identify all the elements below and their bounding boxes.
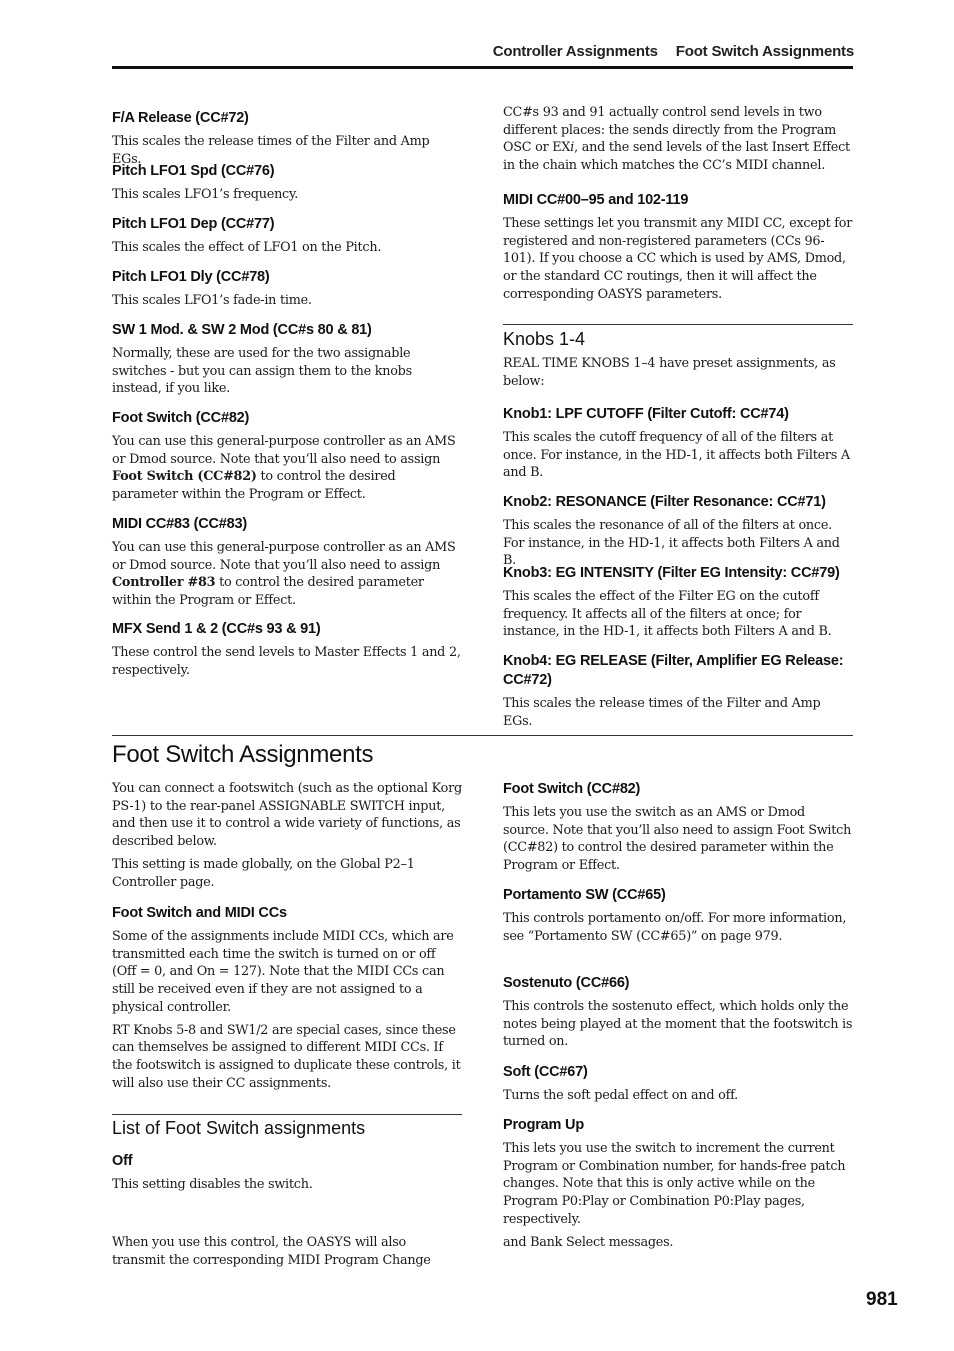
entry-fa-release	[112, 109, 462, 168]
knobs-heading: Knobs 1-4	[503, 329, 586, 349]
chapter-title: Foot Switch Assignments	[112, 741, 374, 768]
page-number: 981	[866, 1289, 898, 1310]
entry-text: Some of the assignments include MIDI CCs, which are transmitted each time the switch is turned on or off (Off = 0, and On = 127). Note that the MIDI CCs can still be received even if they are not assigned to a physical controller.	[112, 929, 454, 1015]
entry-text: You can use this general-purpose controller as an AMS or Dmod source. Note that you’ll also need to assign Controller #83 to control the desired parameter within the Program or Effect.	[112, 540, 456, 609]
entry-text: You can use this general-purpose controller as an AMS or Dmod source. Note that you’ll also need to assign Foot Switch (CC#82) to control the desired parameter within the Program or Effect.	[112, 434, 456, 503]
entry-knob1	[503, 405, 853, 482]
entry-text: This scales the resonance of all of the filters at once. For instance, in the HD-1, it affects both Filters A and B.	[503, 518, 840, 569]
entry-knob3	[503, 564, 853, 641]
entry-fs-sostenuto	[503, 974, 853, 1051]
chapter-title-block	[112, 740, 612, 770]
knobs-section	[503, 327, 853, 390]
entry-sw-mod	[112, 321, 462, 398]
entry-text: These settings let you transmit any MIDI CC, except for registered and non-registered parameters (CCs 96-101). If you choose a CC which is used by AMS, Dmod, or the standard CC routings, then it will affect the corresponding OASYS parameters.	[503, 216, 853, 302]
program-change-note	[112, 1229, 462, 1269]
entry-heading: Foot Switch and MIDI CCs	[112, 905, 287, 921]
entry-foot-switch-cc82	[112, 409, 462, 504]
entry-text: This setting disables the switch.	[112, 1177, 313, 1192]
knobs-section-rule	[503, 324, 853, 325]
intro-paragraph-1: You can connect a footswitch (such as the optional Korg PS-1) to the rear-panel ASSIGNABLE SWITCH input, and then use it to control a wide variety of functions, as described below.	[112, 781, 462, 850]
knobs-intro: REAL TIME KNOBS 1–4 have preset assignments, as below:	[503, 356, 836, 389]
entry-fs-soft	[503, 1063, 853, 1105]
entry-heading: Pitch LFO1 Dep (CC#77)	[112, 216, 275, 232]
entry-heading: F/A Release (CC#72)	[112, 110, 249, 126]
entry-heading: Pitch LFO1 Spd (CC#76)	[112, 163, 275, 179]
entry-heading: Knob2: RESONANCE (Filter Resonance: CC#71)	[503, 494, 826, 510]
entry-text: Turns the soft pedal effect on and off.	[503, 1088, 738, 1103]
mfx-send-continued	[503, 104, 853, 175]
entry-heading: MFX Send 1 & 2 (CC#s 93 & 91)	[112, 621, 321, 637]
entry-text: This scales the release times of the Filter and Amp EGs.	[503, 696, 821, 729]
entry-text: This lets you use the switch as an AMS or Dmod source. Note that you’ll also need to assign Foot Switch (CC#82) to control the desired parameter within the Program or Effect.	[503, 805, 852, 874]
entry-heading: Soft (CC#67)	[503, 1064, 588, 1080]
bank-select-text: and Bank Select messages.	[503, 1235, 674, 1250]
entry-pitch-lfo1-spd	[112, 162, 462, 204]
intro-paragraph-2: This setting is made globally, on the Global P2–1 Controller page.	[112, 856, 415, 890]
entry-heading: SW 1 Mod. & SW 2 Mod (CC#s 80 & 81)	[112, 322, 372, 338]
bank-select-note	[503, 1229, 853, 1252]
entry-text: This controls portamento on/off. For more information, see “Portamento SW (CC#65)” on page 979.	[503, 911, 847, 944]
chapter-rule	[112, 735, 853, 736]
entry-midi-cc-range	[503, 191, 853, 304]
entry-text-2: RT Knobs 5-8 and SW1/2 are special cases, since these can themselves be assigned to different MIDI CCs. If the footswitch is assigned to duplicate these controls, it will also use their CC assignments.	[112, 1022, 461, 1091]
entry-text: This controls the sostenuto effect, which holds only the notes being played at the moment that the footswitch is turned on.	[503, 999, 853, 1050]
entry-text: This scales the effect of LFO1 on the Pitch.	[112, 240, 382, 255]
entry-midi-cc83	[112, 515, 462, 610]
entry-fs-program-up	[503, 1116, 853, 1229]
entry-heading: Program Up	[503, 1117, 584, 1133]
entry-pitch-lfo1-dly	[112, 268, 462, 310]
entry-heading: Pitch LFO1 Dly (CC#78)	[112, 269, 270, 285]
mfx-send-note: CC#s 93 and 91 actually control send levels in two different places: the sends directly from the Program OSC or EXi, and the send levels of the last Insert Effect in the chain which matches the CC’s MIDI channel.	[503, 105, 850, 174]
header-section-controller: Controller Assignments	[492, 43, 658, 60]
entry-mfx-send	[112, 620, 462, 679]
foot-switch-midi-ccs	[112, 904, 462, 1092]
entry-knob4	[503, 652, 853, 730]
entry-heading: Foot Switch (CC#82)	[112, 410, 250, 426]
program-change-text: When you use this control, the OASYS will also transmit the corresponding MIDI Program Change	[112, 1235, 431, 1268]
entry-heading: Sostenuto (CC#66)	[503, 975, 630, 991]
entry-pitch-lfo1-dep	[112, 215, 462, 257]
entry-heading: Foot Switch (CC#82)	[503, 781, 641, 797]
entry-fs-portamento	[503, 886, 853, 945]
header-rule	[112, 66, 853, 69]
entry-off	[112, 1152, 462, 1194]
entry-text: This scales the cutoff frequency of all of the filters at once. For instance, in the HD-1, it affects both Filters A and B.	[503, 430, 850, 481]
header-section-foot-switch: Foot Switch Assignments	[675, 43, 854, 60]
entry-text: This scales LFO1’s frequency.	[112, 187, 299, 202]
entry-heading: Off	[112, 1153, 133, 1169]
entry-text: This lets you use the switch to increment the current Program or Combination number, for hands-free patch changes. Note that this is only active while on the Program P0:Play or Combination P0:Play pages, respectively.	[503, 1141, 846, 1227]
entry-text: This scales the effect of the Filter EG on the cutoff frequency. It affects all of the filters at once; for instance, in the HD-1, it affects both Filters A and B.	[503, 589, 832, 640]
entry-heading: Knob3: EG INTENSITY (Filter EG Intensity: CC#79)	[503, 565, 840, 581]
entry-text: These control the send levels to Master Effects 1 and 2, respectively.	[112, 645, 461, 678]
entry-heading: MIDI CC#83 (CC#83)	[112, 516, 247, 532]
entry-text: This scales the release times of the Filter and Amp EGs.	[112, 134, 430, 167]
entry-heading: Knob4: EG RELEASE (Filter, Amplifier EG Release: CC#72)	[503, 653, 844, 688]
list-section	[112, 1116, 462, 1140]
entry-fs-foot-switch	[503, 780, 853, 875]
entry-text: This scales LFO1’s fade-in time.	[112, 293, 312, 308]
entry-heading: Portamento SW (CC#65)	[503, 887, 666, 903]
running-header	[493, 43, 854, 60]
foot-switch-intro	[112, 775, 462, 891]
list-section-rule	[112, 1114, 462, 1115]
entry-heading: MIDI CC#00–95 and 102-119	[503, 192, 689, 208]
entry-knob2	[503, 493, 853, 570]
list-heading: List of Foot Switch assignments	[112, 1118, 366, 1138]
entry-text: Normally, these are used for the two assignable switches - but you can assign them to the knobs instead, if you like.	[112, 346, 412, 397]
entry-heading: Knob1: LPF CUTOFF (Filter Cutoff: CC#74)	[503, 406, 789, 422]
